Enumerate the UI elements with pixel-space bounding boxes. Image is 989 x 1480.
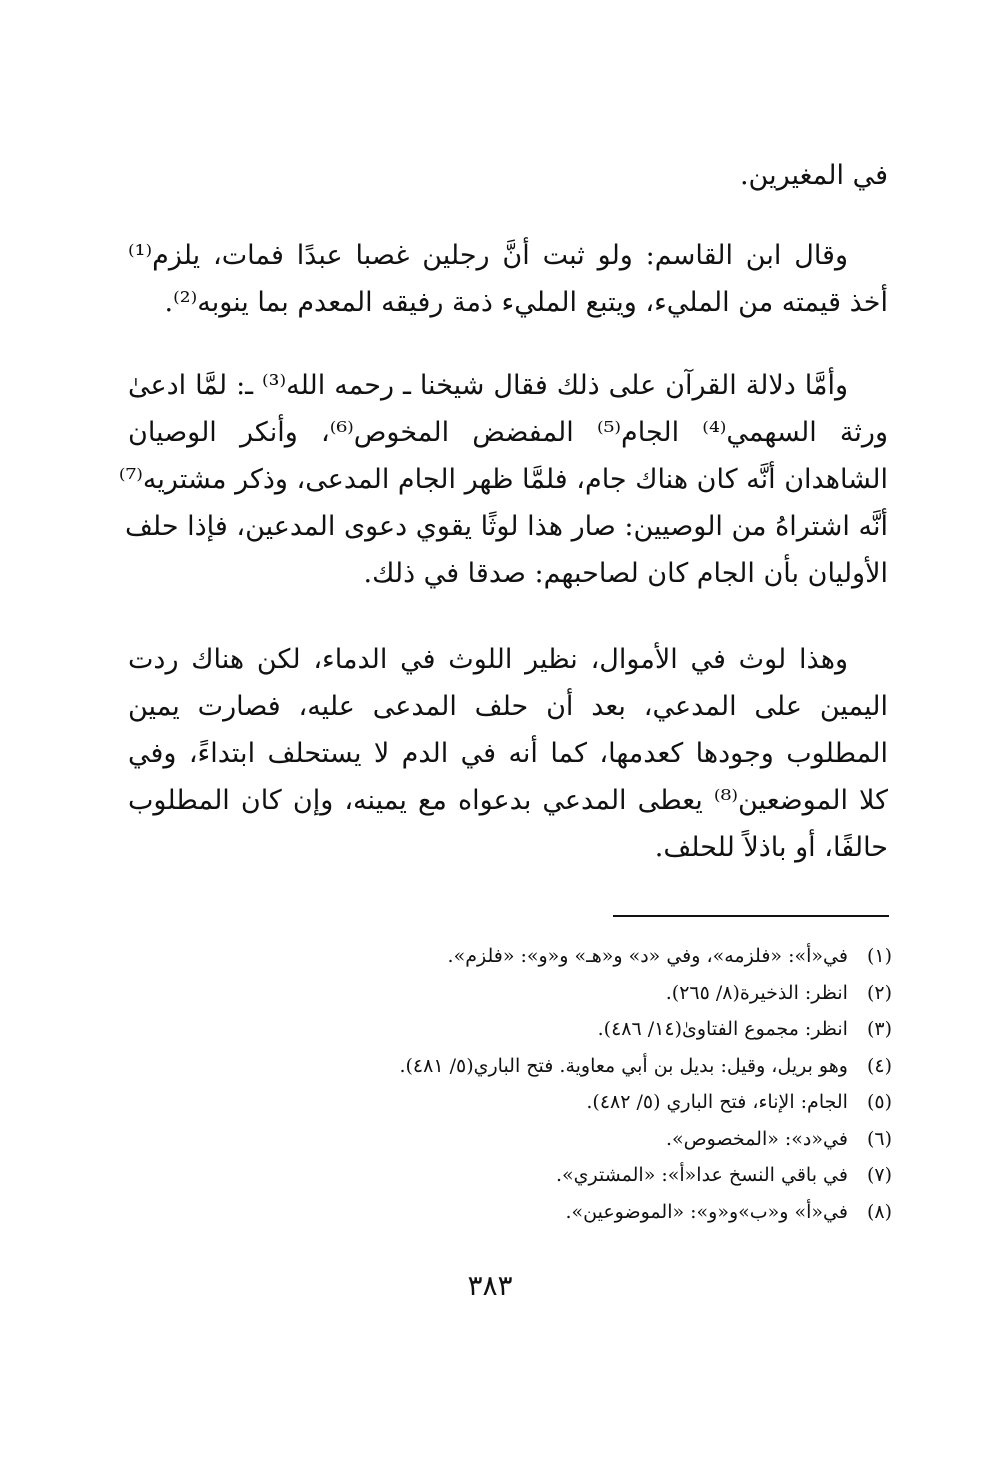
footnote-item — [200, 938, 892, 975]
footnote-item — [200, 1194, 892, 1231]
footnote-text: وهو بريل، وقيل: بديل بن أبي معاوية. فتح الباري(٥/ ٤٨١). — [399, 1054, 848, 1077]
text-line: اليمين على المدعي، بعد أن حلف المدعى عليه، فصارت يمين — [128, 691, 888, 722]
footnote-number: (٨) — [866, 1200, 892, 1223]
text-line: الشاهدان أنَّه كان هناك جام، فلمَّا ظهر الجام المدعى، وذكر مشتريه⁽⁷⁾ — [118, 464, 888, 495]
footnote-number: (١) — [866, 945, 892, 967]
footnote-item — [200, 1048, 892, 1085]
footnote-number: (٢) — [866, 981, 892, 1004]
footnote-text: في«أ» و«ب»و«و»: «الموضوعين». — [565, 1200, 848, 1223]
footnotes — [200, 938, 892, 1230]
paragraph-lawth — [128, 636, 888, 871]
footnote-number: (٧) — [866, 1164, 892, 1186]
text-line: كلا الموضعين⁽⁸⁾ يعطى المدعي بدعواه مع يمينه، وإن كان المطلوب — [128, 785, 888, 816]
footnote-text: انظر: الذخيرة(٨/ ٢٦٥). — [665, 981, 848, 1004]
footnote-text: في«أ»: «فلزمه»، وفي «د» و«هـ» و«و»: «فلزم». — [447, 945, 848, 967]
text-line: وهذا لوث في الأموال، نظير اللوث في الدماء، لكن هناك ردت — [128, 644, 848, 675]
text-line: وقال ابن القاسم: ولو ثبت أنَّ رجلين غصبا عبدًا فمات، يلزم⁽¹⁾ — [128, 240, 848, 271]
text-line: في المغيرين. — [739, 160, 888, 191]
text-line: ورثة السهمي⁽⁴⁾ الجام⁽⁵⁾ المفضض المخوص⁽⁶⁾، وأنكر الوصيان — [128, 417, 888, 448]
footnote-number: (٣) — [866, 1018, 892, 1040]
footnote-item — [200, 1121, 892, 1158]
text-line: أخذ قيمته من المليء، ويتبع المليء ذمة رفيقه المعدم بما ينوبه⁽²⁾. — [164, 287, 888, 318]
text-line: وأمَّا دلالة القرآن على ذلك فقال شيخنا ـ رحمه الله⁽³⁾ ـ: لمَّا ادعىٰ — [128, 370, 848, 401]
paragraph-ibn-al-qasim — [128, 232, 888, 326]
footnote-item — [200, 1157, 892, 1194]
footnote-item — [200, 975, 892, 1012]
footnote-text: في باقي النسخ عدا«أ»: «المشتري». — [555, 1164, 848, 1186]
footnote-number: (٤) — [866, 1054, 892, 1077]
text-line: أنَّه اشتراهُ من الوصيين: صار هذا لوثًا يقوي دعوى المدعين، فإذا حلف — [124, 511, 888, 542]
footnote-text: انظر: مجموع الفتاوىٰ(١٤/ ٤٨٦). — [597, 1018, 848, 1040]
paragraph-quran-evidence — [118, 362, 888, 597]
footnote-number: (٥) — [866, 1091, 892, 1113]
footnote-item — [200, 1084, 892, 1121]
page-number: ٣٨٣ — [467, 1269, 513, 1302]
footnote-item — [200, 1011, 892, 1048]
footnote-divider — [613, 915, 889, 917]
paragraph-continuation — [128, 152, 888, 199]
footnote-text: في«د»: «المخصوص». — [666, 1127, 848, 1150]
text-line: حالفًا، أو باذلاً للحلف. — [654, 832, 888, 863]
text-line: المطلوب وجودها كعدمها، كما أنه في الدم لا يستحلف ابتداءً، وفي — [128, 738, 888, 769]
footnote-text: الجام: الإناء، فتح الباري (٥/ ٤٨٢). — [586, 1091, 848, 1113]
text-line: الأوليان بأن الجام كان لصاحبهم: صدقا في ذلك. — [363, 558, 888, 589]
footnote-number: (٦) — [866, 1127, 892, 1150]
